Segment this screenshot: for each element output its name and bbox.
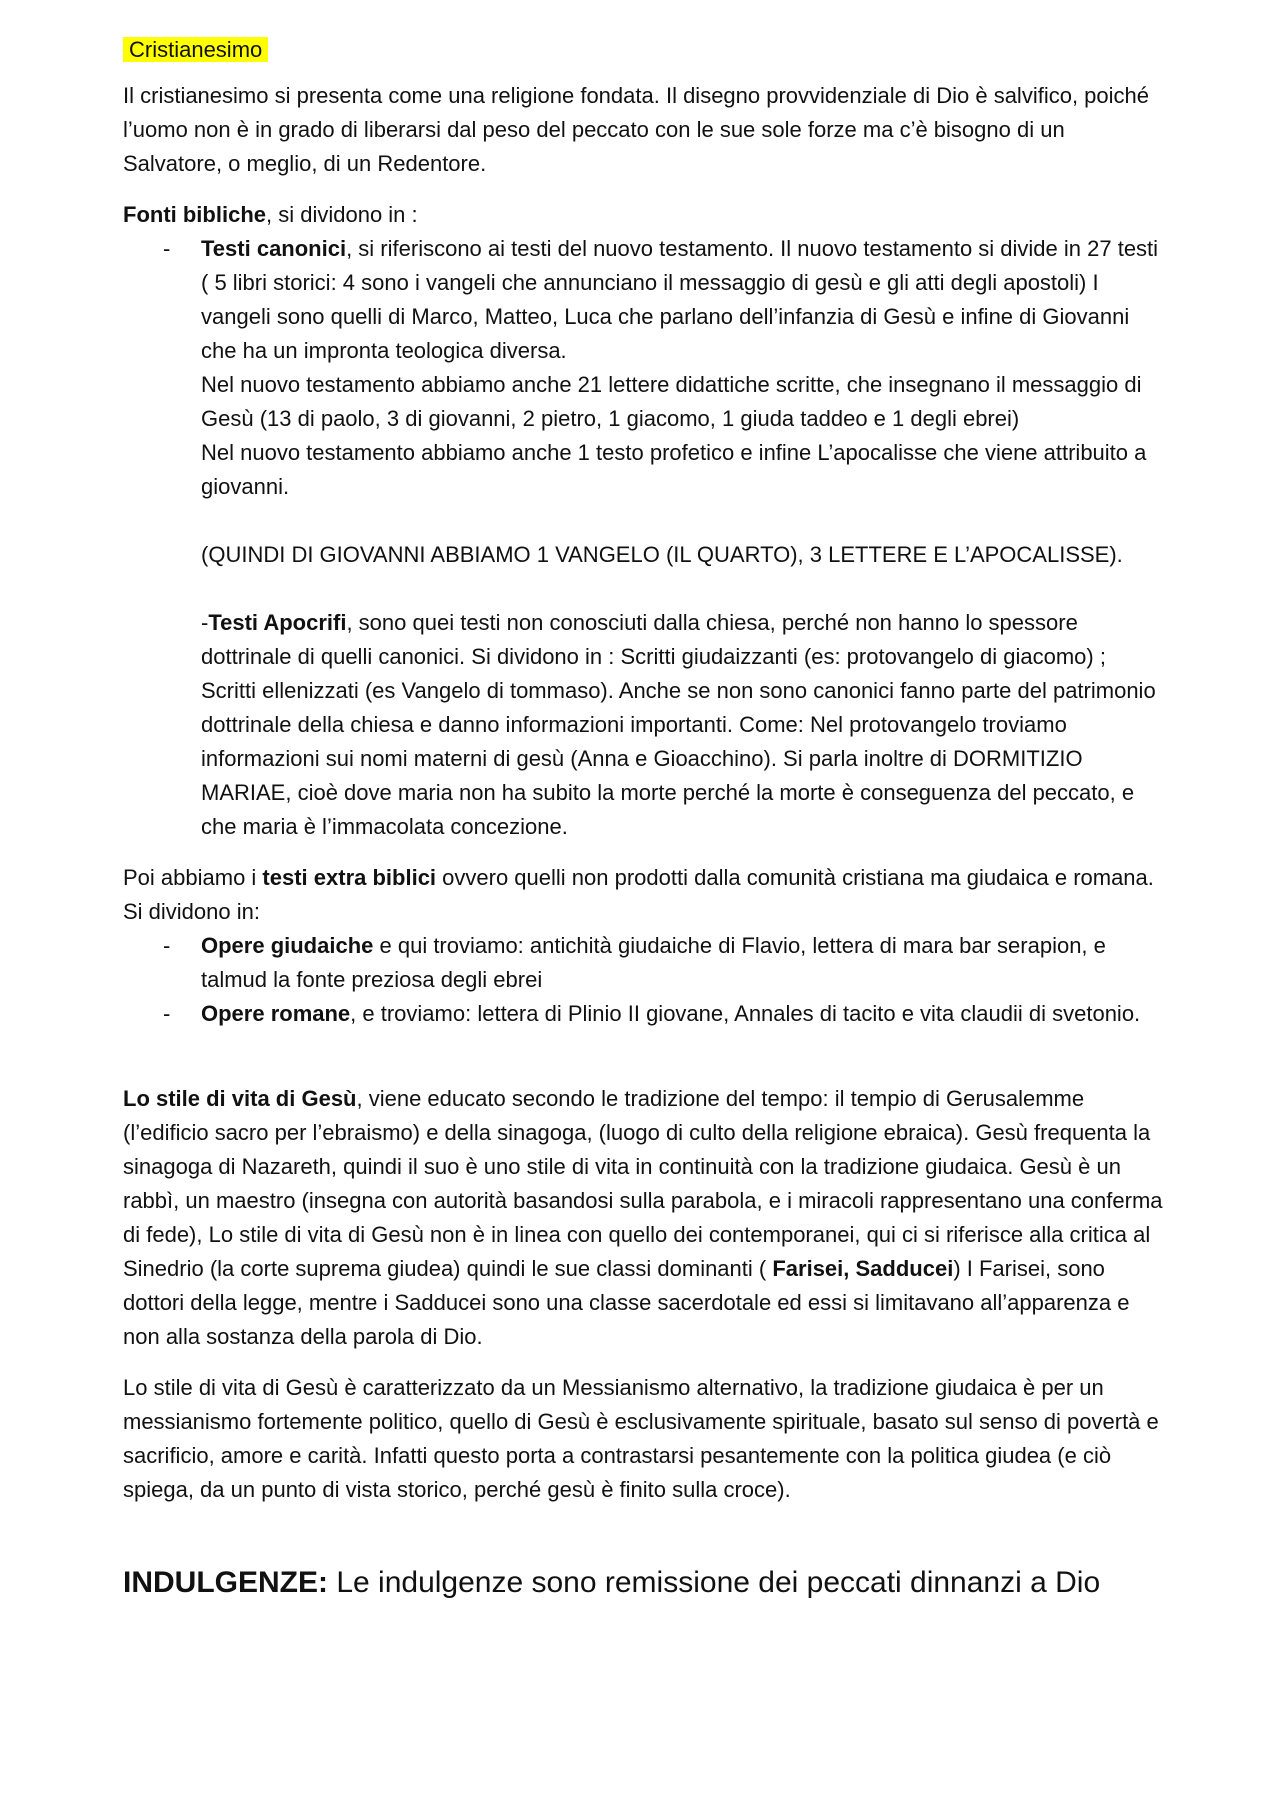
extra-text: ovvero quelli non prodotti dalla comunità cristiana ma giudaica e romana. Si dividono in: (123, 865, 1154, 924)
stile-paragraph (123, 1082, 1163, 1354)
lettere-paragraph: Nel nuovo testamento abbiamo anche 21 lettere didattiche scritte, che insegnano il messaggio di Gesù (13 di paolo, 3 di giovanni, 2 pietro, 1 giacomo, 1 giuda taddeo e 1 degli ebrei) (201, 372, 1142, 431)
fonti-heading (123, 198, 1163, 232)
giudaiche-text: e qui troviamo: antichità giudaiche di Flavio, lettera di mara bar serapion, e talmud la fonte preziosa degli ebrei (201, 933, 1106, 992)
canonici-text: , si riferiscono ai testi del nuovo testamento. Il nuovo testamento si divide in 27 testi ( 5 libri storici: 4 sono i vangeli che annunciano il messaggio di gesù e gli atti degli apostoli) I vangeli sono quelli di Marco, Matteo, Luca che parlano dell’infanzia di Gesù e infine di Giovanni che ha un impronta teologica diversa. (201, 236, 1159, 363)
intro-paragraph: Il cristianesimo si presenta come una religione fondata. Il disegno provvidenziale di Dio è salvifico, poiché l’uomo non è in grado di liberarsi dal peso del peccato con le sue sole forze ma c’è bisogno di un Salvatore, o meglio, di un Redentore. (123, 83, 1149, 176)
romane-text: , e troviamo: lettera di Plinio II giovane, Annales di tacito e vita claudii di svetonio. (350, 1001, 1141, 1026)
document-page (123, 33, 1163, 1603)
extra-paragraph (123, 861, 1163, 929)
canonici-label: Testi canonici (201, 236, 347, 261)
giovanni-paragraph: (QUINDI DI GIOVANNI ABBIAMO 1 VANGELO (IL QUARTO), 3 LETTERE E L’APOCALISSE). (201, 542, 1123, 567)
title-line (123, 33, 1163, 67)
indulgenze-text: Le indulgenze sono remissione dei peccati dinnanzi a Dio (328, 1566, 1101, 1599)
dash-bullet: - (163, 236, 171, 261)
fonti-label: Fonti bibliche (123, 202, 266, 227)
dash-bullet: - (163, 933, 171, 958)
extra-label: testi extra biblici (262, 865, 437, 890)
romane-label: Opere romane (201, 1001, 351, 1026)
list-item-giudaiche (123, 929, 1163, 997)
indulgenze-label: INDULGENZE: (123, 1566, 328, 1599)
apocrifi-prefix: - (201, 610, 209, 635)
extra-prefix: Poi abbiamo i (123, 865, 263, 890)
blank-line (123, 1048, 1163, 1082)
blank-line (201, 504, 1163, 538)
list-item-romane (123, 997, 1163, 1031)
apocrifi-label: Testi Apocrifi (208, 610, 347, 635)
stile-label: Lo stile di vita di Gesù (123, 1086, 357, 1111)
stile-bold-groups: Farisei, Sadducei (772, 1256, 954, 1281)
giudaiche-label: Opere giudaiche (201, 933, 374, 958)
profetico-paragraph: Nel nuovo testamento abbiamo anche 1 testo profetico e infine L’apocalisse che viene attribuito a giovanni. (201, 440, 1147, 499)
stile-text-1: , viene educato secondo le tradizione del tempo: il tempio di Gerusalemme (l’edificio sacro per l’ebraismo) e della sinagoga, (luogo di culto della religione ebraica). Gesù frequenta la sinagoga di Nazareth, quindi il suo è uno stile di vita in continuità con la tradizione giudaica. Gesù è un rabbì, un maestro (insegna con autorità basandosi sulla parabola, e i miracoli rappresentano una conferma di fede), Lo stile di vita di Gesù non è in linea con quello dei contemporanei, qui ci si riferisce alla critica al Sinedrio (la corte suprema giudea) quindi le sue classi dominanti ( (123, 1086, 1163, 1281)
dash-bullet: - (163, 1001, 171, 1026)
document-title: Cristianesimo (123, 37, 268, 62)
messianismo-paragraph: Lo stile di vita di Gesù è caratterizzato da un Messianismo alternativo, la tradizione giudaica è per un messianismo fortemente politico, quello di Gesù è esclusivamente spirituale, basato sul senso di povertà e sacrificio, amore e carità. Infatti questo porta a contrastarsi pesantemente con la politica giudea (e ciò spiega, da un punto di vista storico, perché gesù è finito sulla croce). (123, 1375, 1159, 1502)
apocrifi-text: , sono quei testi non conosciuti dalla chiesa, perché non hanno lo spessore dottrinale di quelli canonici. Si dividono in : Scritti giudaizzanti (es: protovangelo di giacomo) ; Scritti ellenizzati (es Vangelo di tommaso). Anche se non sono canonici fanno parte del patrimonio dottrinale della chiesa e danno informazioni importanti. Come: Nel protovangelo troviamo informazioni sui nomi materni di gesù (Anna e Gioacchino). Si parla inoltre di DORMITIZIO MARIAE, cioè dove maria non ha subito la morte perché la morte è conseguenza del peccato, e che maria è l’immacolata concezione. (201, 610, 1156, 839)
fonti-text: , si dividono in : (266, 202, 418, 227)
fonti-list (123, 232, 1163, 844)
indulgenze-heading (123, 1563, 1163, 1603)
apocrifi-paragraph (201, 606, 1163, 844)
list-item-canonici (123, 232, 1163, 844)
stile-text-2: ) I Farisei, sono dottori della legge, mentre i Sadducei sono una classe sacerdotale ed essi si limitavano all’apparenza e non alla sostanza della parola di Dio. (123, 1256, 1130, 1349)
extra-list (123, 929, 1163, 1031)
blank-line (201, 572, 1163, 606)
